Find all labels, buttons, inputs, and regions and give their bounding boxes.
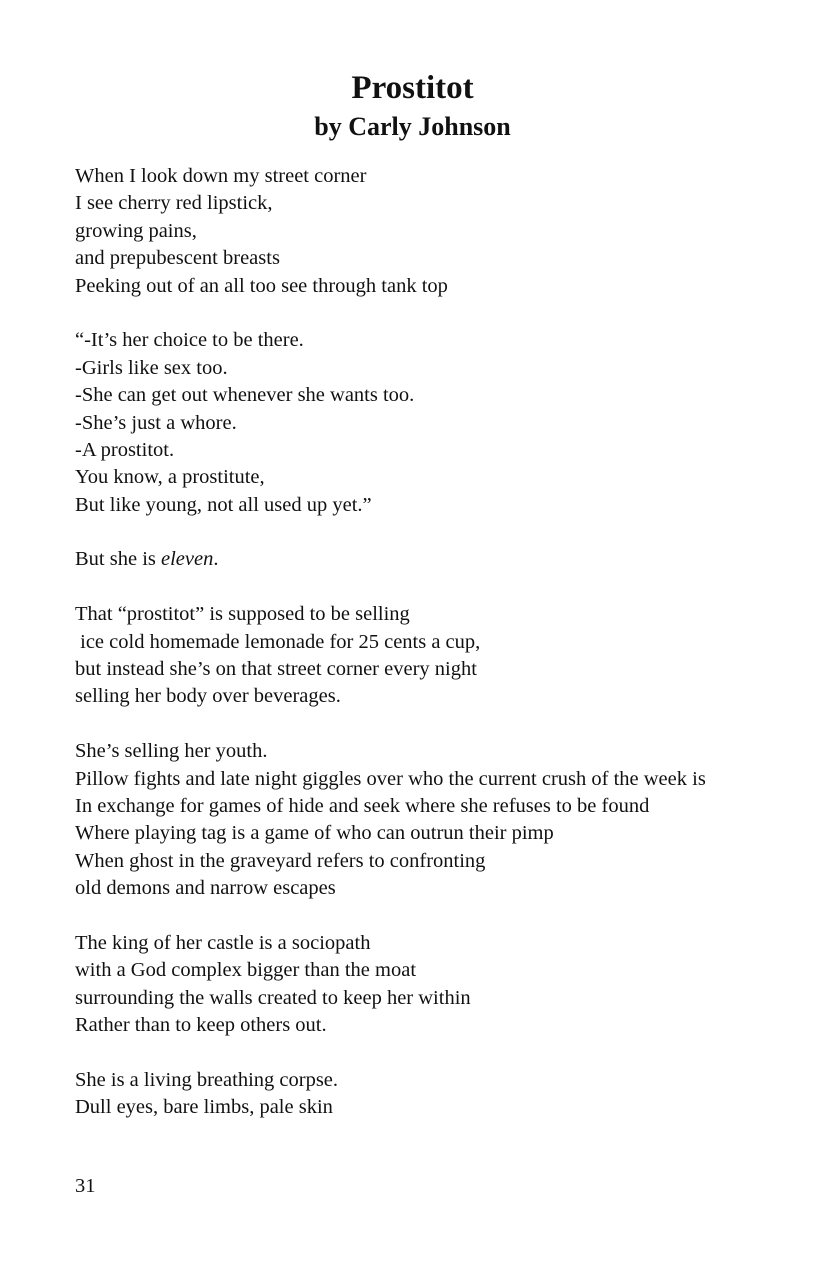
stanza-2 [75,327,765,519]
stanza-1 [75,163,765,300]
poem-line: When ghost in the graveyard refers to confronting [75,849,486,872]
poem-line: She is a living breathing corpse. [75,1068,339,1091]
poem-author: by Carly Johnson [314,112,511,141]
poem-line: That “prostitot” is supposed to be selling [75,603,410,626]
poem-line: The king of her castle is a sociopath [75,931,371,954]
poem-line: old demons and narrow escapes [75,877,336,900]
poem-body [75,163,765,1122]
stanza-3 [75,546,765,573]
poem-line: But like young, not all used up yet.” [75,493,372,516]
poem-line: surrounding the walls created to keep her within [75,986,471,1009]
poem-line [75,546,765,573]
poem-line: and prepubescent breasts [75,247,280,270]
stanza-5 [75,738,765,902]
line-text: But she is [75,548,161,571]
poem-line: Pillow fights and late night giggles over who the current crush of the week is [75,767,706,790]
poem-line: selling her body over beverages. [75,685,341,708]
poem-line: When I look down my street corner [75,165,367,187]
stanza-4 [75,601,765,711]
poem-line: with a God complex bigger than the moat [75,959,417,982]
poem-line: -She can get out whenever she wants too. [75,384,415,407]
poem-line: ice cold homemade lemonade for 25 cents a cup, [75,630,481,653]
page-number: 31 [75,1175,96,1197]
poem-line: Peeking out of an all too see through tank top [75,274,448,297]
poem-line: -Girls like sex too. [75,356,228,379]
poem-line: -She’s just a whore. [75,411,237,434]
poem-line: -A prostitot. [75,438,175,461]
stanza-6 [75,930,765,1040]
poem-line: “-It’s her choice to be there. [75,329,304,352]
poem-line: You know, a prostitute, [75,466,265,489]
stanza-7 [75,1067,765,1122]
poem-line: In exchange for games of hide and seek where she refuses to be found [75,795,650,817]
poem-line: but instead she’s on that street corner every night [75,658,477,681]
poem-line: Dull eyes, bare limbs, pale skin [75,1096,333,1119]
poem-line: I see cherry red lipstick, [75,192,273,215]
line-text: . [213,548,219,571]
italic-word: eleven [161,548,214,571]
poem-line: growing pains, [75,219,197,242]
poem-line: She’s selling her youth. [75,740,268,763]
poem-line: Rather than to keep others out. [75,1014,327,1037]
poem-line: Where playing tag is a game of who can outrun their pimp [75,822,554,845]
poem-title: Prostitot [351,70,474,106]
